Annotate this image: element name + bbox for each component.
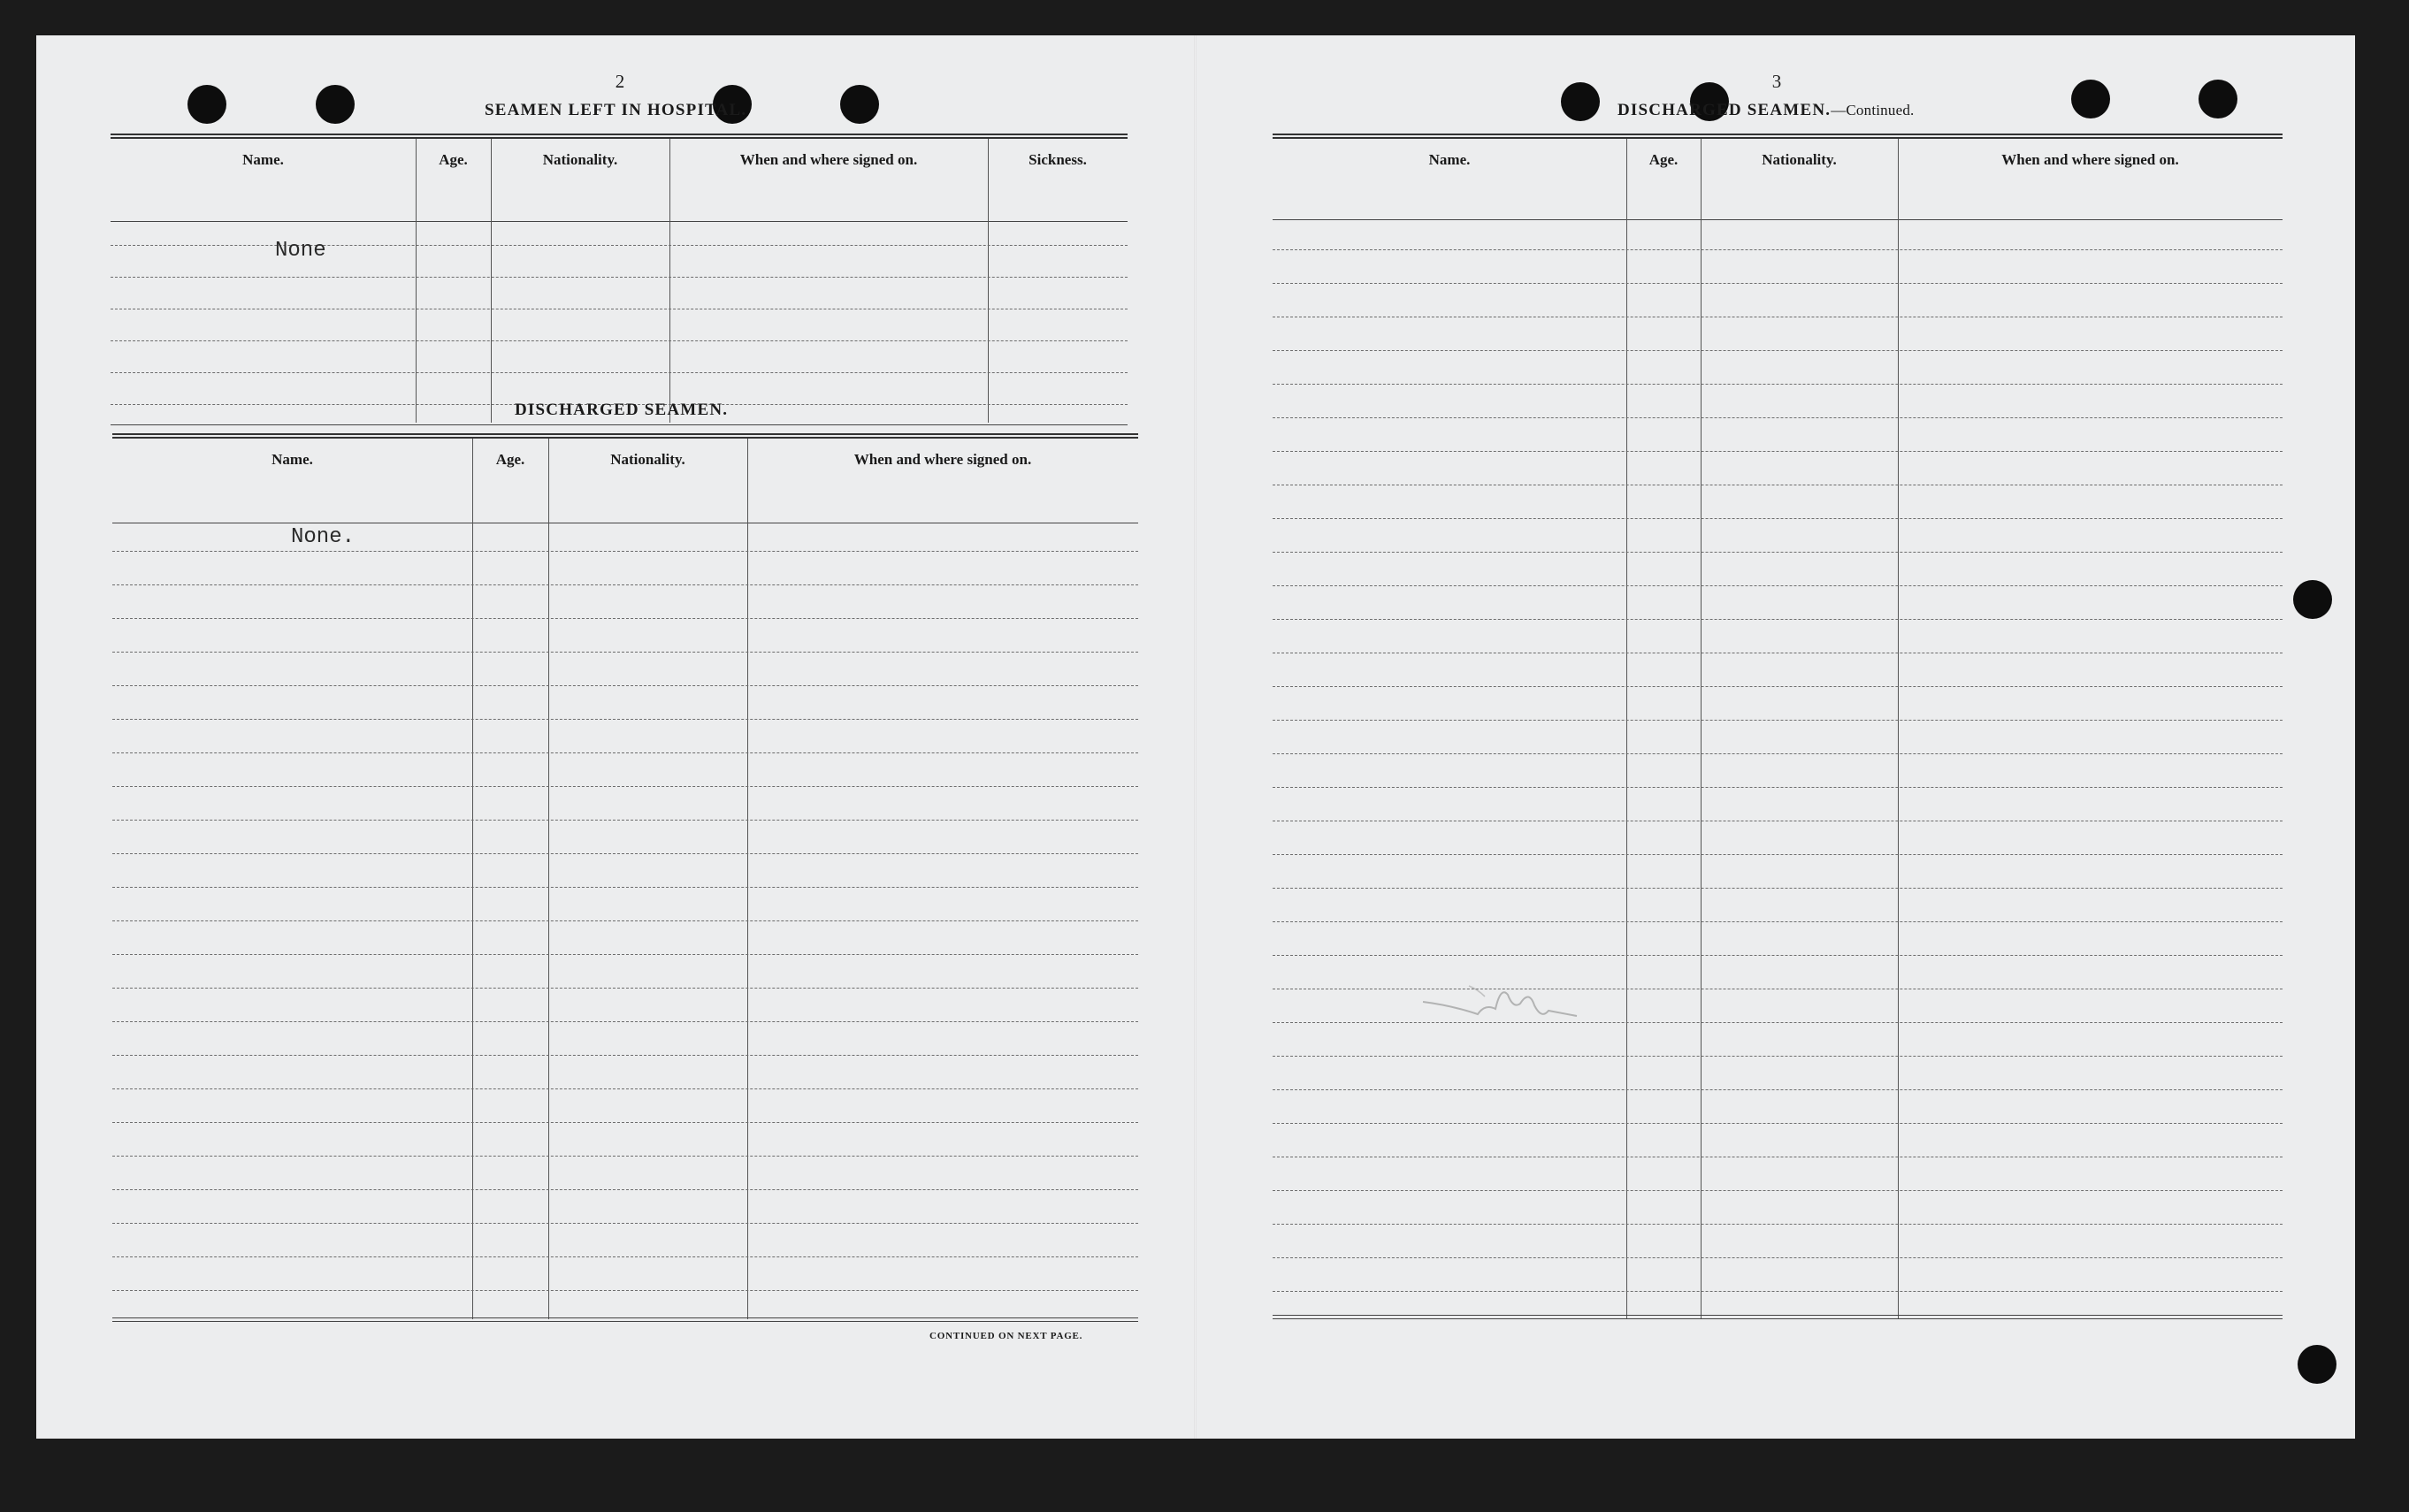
entry-line (112, 1290, 1138, 1291)
header-underline (111, 221, 1128, 222)
column-header-sickness: Sickness. (1029, 151, 1087, 168)
entry-line (112, 853, 1138, 854)
table-top-rule (111, 134, 1128, 139)
entry-line (112, 551, 1138, 552)
entry-line (112, 685, 1138, 686)
entry-line (1273, 1123, 2283, 1124)
pencil-mark-icon (1416, 951, 1584, 1048)
entry-line (112, 1256, 1138, 1257)
entry-line (1273, 888, 2283, 889)
entry-line (112, 752, 1138, 753)
document-sheet (36, 35, 2355, 1439)
entry-line (1273, 585, 2283, 586)
entry-line (1273, 518, 2283, 519)
entry-line (111, 372, 1128, 373)
column-header-age: Age. (439, 151, 468, 168)
column-divider (472, 439, 473, 1319)
entry-line (1273, 753, 2283, 754)
entry-line (111, 340, 1128, 341)
entry-line (112, 786, 1138, 787)
table-top-rule (1273, 134, 2283, 139)
entry-line (1273, 552, 2283, 553)
continued-note: CONTINUED ON NEXT PAGE. (929, 1331, 1083, 1341)
entry-line (111, 277, 1128, 278)
column-divider (548, 439, 549, 1319)
table-bottom-rule (112, 1317, 1138, 1322)
punch-hole-icon (187, 85, 226, 124)
column-header-nationality: Nationality. (542, 151, 618, 168)
column-divider (669, 139, 670, 423)
hospital-table (111, 134, 1128, 427)
column-divider (747, 439, 748, 1319)
discharged-continued-table (1273, 134, 2283, 1327)
column-header-nationality: Nationality. (1762, 151, 1837, 168)
entry-line (112, 1189, 1138, 1190)
column-header-age: Age. (1648, 151, 1679, 168)
entry-line (112, 1156, 1138, 1157)
entry-line (112, 719, 1138, 720)
right-section-title (1617, 101, 1914, 120)
entry-line (1273, 686, 2283, 687)
hospital-section-title: SEAMEN LEFT IN HOSPITAL. (485, 101, 747, 119)
entry-line (112, 1122, 1138, 1123)
entry-line (112, 954, 1138, 955)
column-header-nationality: Nationality. (610, 451, 685, 468)
entry-line (1273, 787, 2283, 788)
entry-line (1273, 1190, 2283, 1191)
entry-line (1273, 350, 2283, 351)
header-underline (1273, 219, 2283, 220)
discharged-table (112, 433, 1138, 1326)
entry-line (1273, 283, 2283, 284)
column-header-age: Age. (495, 451, 525, 468)
entry-line (1273, 451, 2283, 452)
entry-line (1273, 1056, 2283, 1057)
entry-line (1273, 1291, 2283, 1292)
entry-line (112, 618, 1138, 619)
discharged-section-title: DISCHARGED SEAMEN. (515, 401, 729, 419)
entry-line (112, 988, 1138, 989)
column-header-name: Name. (1428, 151, 1471, 168)
right-title-main: DISCHARGED SEAMEN. (1617, 101, 1832, 119)
discharged-entry-none: None. (291, 525, 356, 549)
entry-line (1273, 384, 2283, 385)
entry-line (1273, 921, 2283, 922)
punch-hole-icon (2298, 1345, 2336, 1384)
entry-line (112, 652, 1138, 653)
column-header-name: Name. (242, 151, 284, 168)
column-header-name: Name. (271, 451, 313, 468)
punch-hole-icon (316, 85, 355, 124)
table-top-rule (112, 433, 1138, 439)
punch-hole-icon (1561, 82, 1600, 121)
column-header-signed-on: When and where signed on. (2001, 151, 2179, 168)
punch-hole-icon (840, 85, 879, 124)
page-number-right: 3 (1771, 71, 1782, 92)
entry-line (112, 920, 1138, 921)
entry-line (1273, 417, 2283, 418)
column-divider (416, 139, 417, 423)
entry-line (111, 245, 1128, 246)
punch-hole-icon (2293, 580, 2332, 619)
entry-line (112, 1021, 1138, 1022)
page-number-left: 2 (615, 71, 625, 92)
entry-line (1273, 1089, 2283, 1090)
entry-line (1273, 619, 2283, 620)
column-header-signed-on: When and where signed on. (853, 451, 1032, 468)
column-divider (988, 139, 989, 423)
column-divider (491, 139, 492, 423)
column-header-signed-on: When and where signed on. (739, 151, 918, 168)
entry-line (112, 1088, 1138, 1089)
entry-line (112, 584, 1138, 585)
entry-line (1273, 1224, 2283, 1225)
entry-line (112, 1055, 1138, 1056)
entry-line (112, 1223, 1138, 1224)
table-bottom-rule (111, 424, 1128, 425)
entry-line (112, 820, 1138, 821)
entry-line (1273, 249, 2283, 250)
right-title-suffix: —Continued. (1831, 102, 1915, 118)
entry-line (1273, 1257, 2283, 1258)
entry-line (112, 887, 1138, 888)
entry-line (1273, 854, 2283, 855)
punch-hole-icon (2199, 80, 2237, 118)
hospital-entry-none: None (275, 239, 326, 263)
punch-hole-icon (2071, 80, 2110, 118)
table-bottom-rule (1273, 1315, 2283, 1319)
entry-line (1273, 720, 2283, 721)
